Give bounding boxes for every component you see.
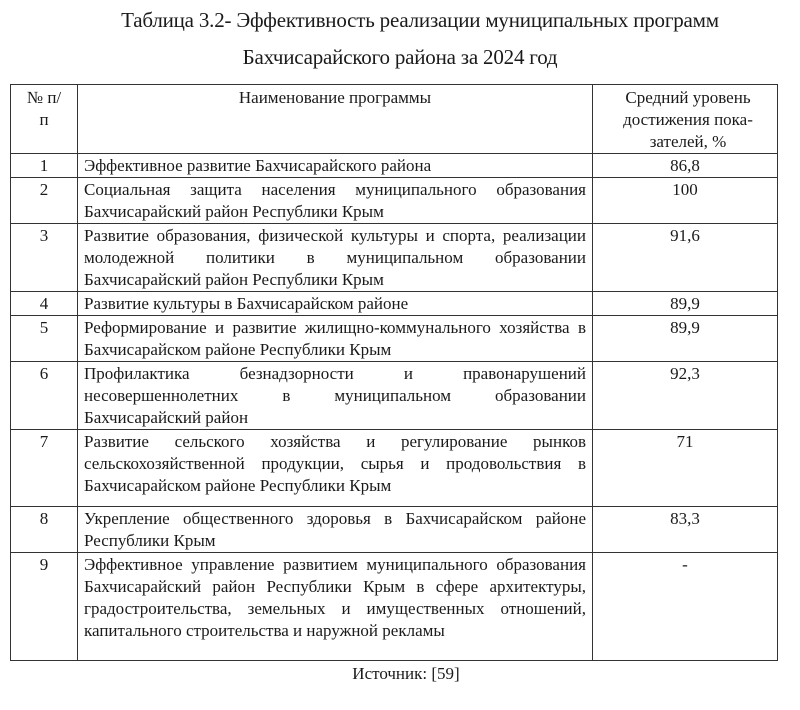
achievement-value: 89,9 [593,316,778,362]
program-name: Развитие культуры в Бахчисарайском районе [78,292,593,316]
table-title-line-2: Бахчисарайского района за 2024 год [242,45,558,69]
program-name: Укрепление общественного здоровья в Бахчисарайском районе Республики Крым [78,507,593,553]
achievement-value: 89,9 [593,292,778,316]
achievement-value: 91,6 [593,224,778,292]
table-header-row [11,85,778,154]
row-number: 9 [11,553,78,661]
achievement-value: 83,3 [593,507,778,553]
table-row [11,507,778,553]
table-row [11,224,778,292]
achievement-value: 92,3 [593,362,778,430]
row-number: 2 [11,178,78,224]
achievement-value: - [593,553,778,661]
program-name: Эффективное управление развитием муниципального образования Бахчисарайский район Республики Крым в сфере архитектуры, градостроительства, земельных и имущественных отношений, капитального строительства и наружной рекламы [78,553,593,661]
row-number: 5 [11,316,78,362]
row-number: 8 [11,507,78,553]
table-row [11,292,778,316]
header-achievement-level: Средний уровень достижения пока-зателей, % [593,85,778,154]
program-name: Реформирование и развитие жилищно-коммунального хозяйства в Бахчисарайском районе Республики Крым [78,316,593,362]
row-number: 1 [11,154,78,178]
program-name: Профилактика безнадзорности и правонарушений несовершеннолетних в муниципальном образовании Бахчисарайский район [78,362,593,430]
source-citation: Источник: [59] [352,664,460,683]
programs-table [10,84,778,661]
row-number: 4 [11,292,78,316]
program-name: Развитие сельского хозяйства и регулирование рынков сельскохозяйственной продукции, сырья и продовольствия в Бахчисарайском районе Республики Крым [78,430,593,507]
row-number: 7 [11,430,78,507]
row-number: 6 [11,362,78,430]
table-row [11,154,778,178]
program-name: Социальная защита населения муниципального образования Бахчисарайский район Республики Крым [78,178,593,224]
table-row [11,553,778,661]
program-name: Эффективное развитие Бахчисарайского района [78,154,593,178]
table-row [11,430,778,507]
table-row [11,178,778,224]
achievement-value: 86,8 [593,154,778,178]
header-program-name: Наименование программы [78,85,593,154]
table-row [11,362,778,430]
achievement-value: 71 [593,430,778,507]
table-title-line-1: Таблица 3.2- Эффективность реализации муниципальных программ [121,8,719,32]
row-number: 3 [11,224,78,292]
program-name: Развитие образования, физической культуры и спорта, реализации молодежной политики в муниципальном образовании Бахчисарайский район Республики Крым [78,224,593,292]
header-number: № п/п [11,85,78,154]
achievement-value: 100 [593,178,778,224]
table-row [11,316,778,362]
